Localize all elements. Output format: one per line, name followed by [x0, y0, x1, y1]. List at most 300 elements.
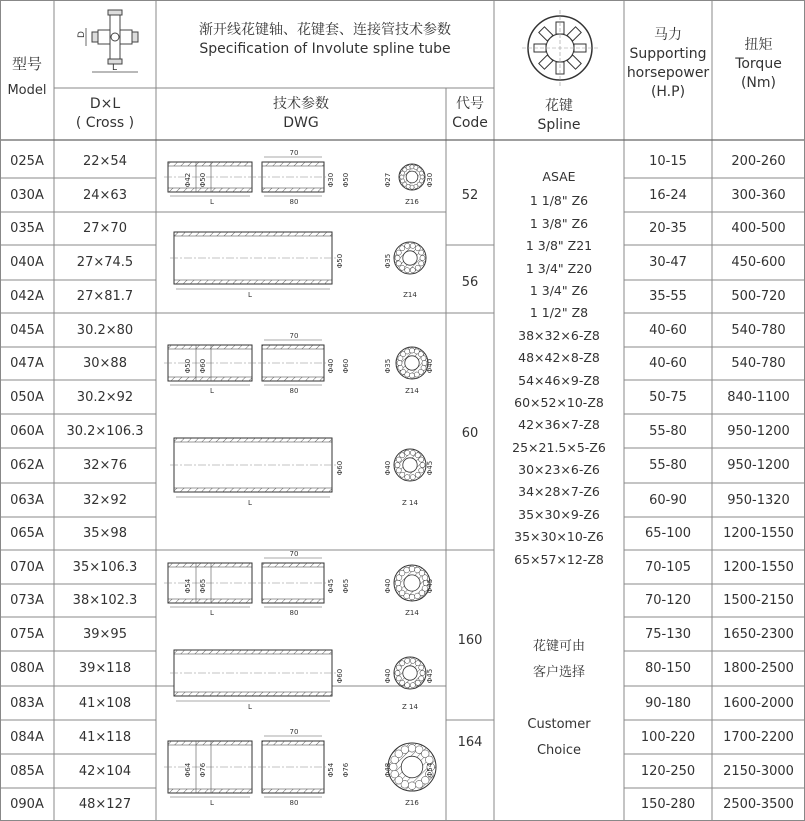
- dxl-cell: 27×81.7: [76, 289, 134, 304]
- length-label: 80: [289, 609, 299, 617]
- model-cell: 080A: [10, 661, 44, 676]
- dimension-label: Φ64: [184, 762, 192, 778]
- code-52: 52: [461, 187, 479, 203]
- tooth-count-label: Z14: [405, 387, 419, 395]
- hp-cell: 40-60: [649, 356, 687, 371]
- dxl-cell: 39×118: [78, 661, 132, 676]
- tube-wall: [168, 162, 252, 166]
- spline-tooth: [400, 453, 405, 458]
- dimension-label: Φ54: [184, 578, 192, 594]
- hp-cell: 70-120: [644, 593, 692, 608]
- spline-tooth: [400, 265, 405, 270]
- title-cn: 渐开线花键轴、花键套、连接管技术参数: [199, 22, 451, 39]
- tube-wall: [262, 162, 324, 166]
- dxl-cell: 32×92: [83, 492, 127, 508]
- tube-wall: [262, 599, 324, 603]
- dxl-cell: 30.2×80: [76, 322, 134, 338]
- hp-cn: 马力: [654, 27, 682, 43]
- length-label: 70: [289, 332, 299, 340]
- torque-cell: 540-780: [731, 356, 786, 371]
- spline-tooth: [395, 462, 400, 467]
- spline-tooth: [420, 175, 424, 179]
- spline-tooth: [401, 746, 409, 754]
- hp-en1: Supporting: [629, 45, 707, 62]
- spline-tooth: [415, 661, 420, 666]
- hp-cell: 80-150: [644, 661, 692, 676]
- spline-tooth: [408, 782, 416, 790]
- torque-cell: 2500-3500: [723, 797, 794, 812]
- model-cell: 025A: [10, 154, 44, 169]
- torque-cell: 450-600: [731, 255, 786, 270]
- torque-cell: 2150-3000: [723, 763, 794, 779]
- dimension-label: Φ40: [384, 668, 392, 684]
- spline-item: 30×23×6-Z6: [518, 462, 600, 478]
- title-en: Specification of Involute spline tube: [199, 41, 451, 57]
- drawing-d6: [170, 650, 434, 711]
- spline-item: 1 1/8" Z6: [529, 193, 589, 209]
- length-label: 80: [289, 799, 299, 807]
- length-label: L: [248, 291, 252, 299]
- dimension-label: Φ54: [327, 762, 335, 778]
- dimension-label: Φ40: [327, 358, 335, 374]
- length-label: L: [210, 609, 214, 617]
- tube-wall: [168, 188, 252, 192]
- hp-header: [624, 0, 712, 140]
- code-en: Code: [452, 115, 488, 131]
- dimension-label: Φ40: [426, 358, 434, 374]
- code-60: 60: [461, 425, 479, 441]
- tube-wall: [168, 345, 252, 349]
- model-cell: 084A: [10, 729, 44, 745]
- dimension-label: Φ27: [384, 172, 392, 188]
- dimension-label: Φ60: [336, 668, 344, 684]
- drawing-d7: [164, 728, 436, 807]
- tooth-count-label: Z16: [405, 198, 419, 206]
- length-label: L: [210, 799, 214, 807]
- tube-wall: [174, 650, 332, 654]
- torque-en: Torque: [735, 55, 782, 72]
- model-cell: 035A: [10, 221, 44, 236]
- spline-tooth: [400, 661, 405, 666]
- tube-wall: [174, 280, 332, 284]
- spline-tooth: [415, 472, 420, 477]
- dimension-label: Φ40: [384, 578, 392, 594]
- spline-tooth: [419, 457, 424, 462]
- dimension-label: Φ30: [426, 172, 434, 188]
- spline-tooth: [405, 450, 410, 455]
- spline-tooth: [405, 658, 410, 663]
- dxl-cell: 27×70: [83, 221, 127, 236]
- spline-bore: [404, 575, 420, 591]
- tube-wall: [262, 789, 324, 793]
- spline-tooth: [408, 744, 416, 752]
- dxl-cell: 38×102.3: [72, 593, 138, 608]
- spline-tooth: [400, 680, 405, 685]
- torque-cell: 1200-1550: [723, 526, 794, 541]
- torque-unit: (Nm): [740, 74, 777, 91]
- spline-tooth: [400, 472, 405, 477]
- spline-tooth: [410, 658, 415, 663]
- torque-cell: 950-1200: [727, 423, 790, 439]
- spline-tooth: [396, 457, 401, 462]
- code-cn: 代号: [456, 96, 484, 113]
- spline-tooth: [415, 453, 420, 458]
- dimension-label: Φ50: [184, 358, 192, 374]
- spline-bore: [403, 458, 417, 472]
- hp-cell: 55-80: [649, 423, 687, 439]
- hp-cell: 150-280: [640, 797, 696, 812]
- spline-tooth: [405, 475, 410, 480]
- dxl-cell: 39×95: [83, 626, 127, 642]
- tooth-count-label: Z 14: [402, 703, 418, 711]
- dimension-label: Φ35: [384, 358, 392, 374]
- dxl-cell: 48×127: [78, 797, 132, 812]
- dwg-en: DWG: [283, 115, 319, 131]
- model-cell: 070A: [10, 559, 44, 575]
- length-label: 80: [289, 387, 299, 395]
- torque-cell: 1500-2150: [723, 593, 794, 608]
- spline-item: 48×42×8-Z8: [518, 350, 600, 366]
- model-cell: 063A: [10, 492, 44, 508]
- spline-tooth: [396, 676, 401, 681]
- dimension-label: Φ65: [199, 578, 207, 594]
- customer-choice-en: [494, 712, 624, 764]
- spline-tooth: [419, 665, 424, 670]
- spline-tooth: [410, 268, 415, 273]
- tooth-count-label: Z 14: [402, 499, 418, 507]
- spline-tooth: [398, 365, 403, 370]
- spline-tooth: [404, 567, 410, 573]
- hp-cell: 65-100: [644, 526, 692, 541]
- spline-bore: [403, 666, 417, 680]
- hp-cell: 60-90: [649, 492, 687, 508]
- dimension-label: Φ60: [199, 358, 207, 374]
- spline-tooth: [415, 265, 420, 270]
- code-160: 160: [457, 632, 483, 648]
- dimension-label: Φ76: [199, 762, 207, 778]
- model-cell: 083A: [10, 695, 44, 711]
- spline-header: [494, 92, 624, 140]
- dimension-label: Φ42: [184, 172, 192, 188]
- tooth-count-label: Z14: [403, 291, 417, 299]
- choice-en-1: Customer: [527, 717, 591, 732]
- dxl-cell: 24×63: [83, 187, 127, 203]
- hp-unit: (H.P): [650, 83, 686, 100]
- tube-outline: [174, 650, 332, 696]
- drawing-d5: [164, 550, 434, 617]
- spline-tooth: [395, 255, 400, 260]
- drawing-d2: [170, 232, 426, 299]
- dxl-cell: 41×108: [78, 695, 132, 711]
- spline-item: 1 3/4" Z6: [529, 282, 589, 298]
- choice-en-2: Choice: [536, 743, 582, 758]
- tube-wall: [262, 563, 324, 567]
- spline-tooth: [405, 243, 410, 248]
- spline-tooth: [396, 468, 401, 473]
- model-cell: 085A: [10, 763, 44, 779]
- hp-cell: 20-35: [649, 221, 687, 236]
- spline-tooth: [405, 683, 410, 688]
- spline-tooth: [397, 360, 402, 365]
- tube-wall: [168, 741, 252, 745]
- length-label: 70: [289, 550, 299, 558]
- hp-cell: 75-130: [644, 626, 692, 642]
- spline-tooth: [396, 665, 401, 670]
- dimension-label: Φ60: [336, 460, 344, 476]
- torque-cell: 950-1200: [727, 458, 790, 473]
- model-cell: 090A: [10, 797, 44, 812]
- model-cell: 040A: [10, 255, 44, 270]
- torque-cell: 300-360: [731, 187, 786, 203]
- spline-tooth: [425, 756, 433, 764]
- model-cell: 042A: [10, 289, 44, 304]
- model-header-cn: 型号: [11, 55, 42, 74]
- torque-header: [712, 0, 805, 140]
- spline-item: 38×32×6-Z8: [518, 327, 600, 343]
- model-header: [0, 0, 54, 140]
- dimension-label: Φ35: [384, 253, 392, 269]
- dxl-cell: 30×88: [83, 356, 127, 371]
- length-label: L: [210, 198, 214, 206]
- spline-tooth: [419, 676, 424, 681]
- length-label: 70: [289, 728, 299, 736]
- spline-bore: [403, 251, 417, 265]
- model-cell: 047A: [10, 356, 44, 371]
- spline-tooth: [396, 250, 401, 255]
- dimension-label: Φ48: [384, 762, 392, 778]
- spline-bore: [405, 356, 419, 370]
- length-label: 80: [289, 198, 299, 206]
- spline-tooth: [419, 171, 423, 175]
- hp-cell: 70-105: [644, 559, 692, 575]
- spline-tooth: [415, 780, 423, 788]
- spline-tooth: [415, 246, 420, 251]
- spline-tooth: [410, 475, 415, 480]
- hp-cell: 55-80: [649, 458, 687, 473]
- spline-list: [494, 166, 624, 571]
- dxl-cell: 32×76: [83, 458, 127, 473]
- code-56: 56: [461, 274, 479, 290]
- dxl-cell: 42×104: [78, 763, 132, 779]
- spline-tooth: [391, 770, 399, 778]
- tube-wall: [174, 438, 332, 442]
- dimension-label: Φ45: [327, 578, 335, 594]
- model-cell: 073A: [10, 593, 44, 608]
- model-cell: 045A: [10, 322, 44, 338]
- dxl-cell: 30.2×92: [76, 389, 134, 405]
- dimension-label: Φ60: [342, 358, 350, 374]
- dxl-cell: 27×74.5: [76, 255, 134, 270]
- tube-wall: [262, 345, 324, 349]
- spline-tooth: [420, 255, 425, 260]
- spline-tooth: [395, 580, 401, 586]
- technical-drawings: [164, 149, 436, 807]
- spline-item: 60×52×10-Z8: [514, 394, 604, 410]
- torque-cell: 1700-2200: [723, 729, 794, 745]
- spline-cn: 花键: [545, 98, 573, 115]
- tube-wall: [174, 232, 332, 236]
- dimension-label: Φ50: [336, 253, 344, 269]
- hp-cell: 100-220: [640, 729, 696, 745]
- spline-item: 35×30×9-Z6: [518, 506, 600, 522]
- spline-tooth: [400, 246, 405, 251]
- cross-label: ( Cross ): [75, 115, 135, 131]
- spline-tooth: [400, 175, 404, 179]
- tooth-count-label: Z14: [405, 609, 419, 617]
- title-header: [156, 10, 494, 70]
- spline-tooth: [410, 450, 415, 455]
- tube-wall: [174, 692, 332, 696]
- drawing-d1: [164, 149, 434, 206]
- universal-joint-icon: [77, 10, 138, 73]
- torque-cell: 1650-2300: [723, 626, 794, 642]
- dxl-header: [54, 88, 156, 140]
- tube-wall: [168, 563, 252, 567]
- dxl-cell: 22×54: [83, 154, 127, 169]
- torque-cell: 540-780: [731, 322, 786, 338]
- choice-cn-1: 花键可由: [532, 639, 585, 654]
- spline-item: 25×21.5×5-Z6: [512, 439, 606, 455]
- dwg-header: [156, 88, 446, 140]
- spline-tooth: [420, 462, 425, 467]
- code-164: 164: [457, 734, 483, 750]
- spline-tooth: [409, 566, 415, 572]
- tube-wall: [168, 377, 252, 381]
- dxl-cell: 35×98: [83, 526, 127, 541]
- model-cell: 060A: [10, 423, 44, 439]
- dimension-label: Φ65: [342, 578, 350, 594]
- length-label: L: [210, 387, 214, 395]
- tooth-count-label: Z16: [405, 799, 419, 807]
- torque-cell: 1600-2000: [723, 695, 794, 711]
- dimension-label: Φ45: [426, 578, 434, 594]
- spline-tooth: [409, 594, 415, 600]
- dimension-label: Φ76: [342, 762, 350, 778]
- torque-cn: 扭矩: [744, 37, 773, 53]
- spline-tooth: [410, 185, 414, 189]
- dimension-label: Φ45: [426, 460, 434, 476]
- tube-outline: [174, 232, 332, 284]
- tube-outline: [174, 438, 332, 492]
- torque-cell: 200-260: [731, 154, 786, 169]
- dimension-label: Φ30: [327, 172, 335, 188]
- dxl-label: D×L: [89, 96, 121, 113]
- spline-tooth: [414, 593, 420, 599]
- dwg-cn: 技术参数: [273, 96, 329, 113]
- tube-wall: [168, 789, 252, 793]
- spline-en: Spline: [537, 117, 581, 133]
- hp-cell: 10-15: [649, 154, 687, 169]
- dimension-label: Φ50: [342, 172, 350, 188]
- spline-tooth: [405, 349, 410, 354]
- drawing-d4: [170, 438, 434, 507]
- hp-en2: horsepower: [626, 64, 710, 81]
- spline-item: 1 3/8" Z21: [525, 238, 593, 254]
- dimension-label: Φ45: [426, 668, 434, 684]
- spline-tooth: [414, 372, 419, 377]
- tube-wall: [174, 488, 332, 492]
- length-label: L: [248, 499, 252, 507]
- drawing-d3: [164, 332, 434, 395]
- spline-tooth: [419, 261, 424, 266]
- spline-item: 35×30×10-Z6: [514, 529, 604, 545]
- model-cell: 050A: [10, 389, 44, 405]
- spline-bore: [401, 756, 423, 778]
- hp-cell: 30-47: [649, 255, 687, 270]
- spline-item: 54×46×9-Z8: [518, 372, 600, 388]
- spline-tooth: [415, 680, 420, 685]
- model-cell: 065A: [10, 526, 44, 541]
- spline-tooth: [405, 268, 410, 273]
- spline-item: ASAE: [542, 169, 576, 184]
- tube-wall: [168, 599, 252, 603]
- spline-item: 34×28×7-Z6: [518, 484, 600, 500]
- spline-tooth: [419, 468, 424, 473]
- dxl-cell: 35×106.3: [72, 559, 138, 575]
- spline-tooth: [406, 166, 410, 170]
- tube-wall: [262, 741, 324, 745]
- spline-tooth: [401, 179, 405, 183]
- spline-item: 65×57×12-Z8: [514, 551, 604, 567]
- spline-item: 1 1/2" Z8: [529, 305, 589, 321]
- spline-item: 1 3/4" Z20: [525, 260, 593, 276]
- torque-cell: 840-1100: [727, 389, 790, 405]
- spline-item: 42×36×7-Z8: [518, 417, 600, 433]
- torque-cell: 1800-2500: [723, 661, 794, 676]
- model-header-en: Model: [7, 83, 47, 99]
- spline-tooth: [410, 165, 414, 169]
- hp-cell: 120-250: [640, 763, 696, 779]
- model-cell: 075A: [10, 626, 44, 642]
- tube-wall: [262, 188, 324, 192]
- code-header: [446, 88, 494, 140]
- spline-item: 1 3/8" Z6: [529, 215, 589, 231]
- torque-cell: 950-1320: [727, 492, 790, 508]
- customer-choice-cn: [494, 634, 624, 686]
- model-cell: 030A: [10, 187, 44, 203]
- hp-cell: 40-60: [649, 322, 687, 338]
- dimension-label: Φ50: [199, 172, 207, 188]
- dxl-cell: 41×118: [78, 729, 132, 745]
- spline-tooth: [420, 670, 425, 675]
- length-label: 70: [289, 149, 299, 157]
- spline-tooth: [409, 348, 414, 353]
- dimension-label: Φ54: [426, 762, 434, 778]
- hp-cell: 35-55: [649, 289, 687, 304]
- hp-cell: 16-24: [649, 187, 687, 203]
- spline-tooth: [410, 683, 415, 688]
- spline-tooth: [396, 261, 401, 266]
- choice-cn-2: 客户选择: [532, 665, 585, 680]
- torque-cell: 400-500: [731, 221, 786, 236]
- spline-tooth: [396, 585, 402, 591]
- spline-gear-icon: [522, 10, 598, 86]
- icon-label-d: D: [77, 31, 87, 38]
- spline-tooth: [395, 670, 400, 675]
- dimension-label: Φ40: [384, 460, 392, 476]
- model-cell: 062A: [10, 458, 44, 473]
- spline-tooth: [414, 184, 418, 188]
- spline-tooth: [419, 250, 424, 255]
- spline-tooth: [410, 243, 415, 248]
- dxl-cell: 30.2×106.3: [66, 423, 144, 439]
- icon-label-l: L: [112, 63, 118, 73]
- torque-cell: 1200-1550: [723, 559, 794, 575]
- spline-bore: [406, 171, 418, 183]
- length-label: L: [248, 703, 252, 711]
- hp-cell: 50-75: [649, 389, 687, 405]
- torque-cell: 500-720: [731, 289, 786, 304]
